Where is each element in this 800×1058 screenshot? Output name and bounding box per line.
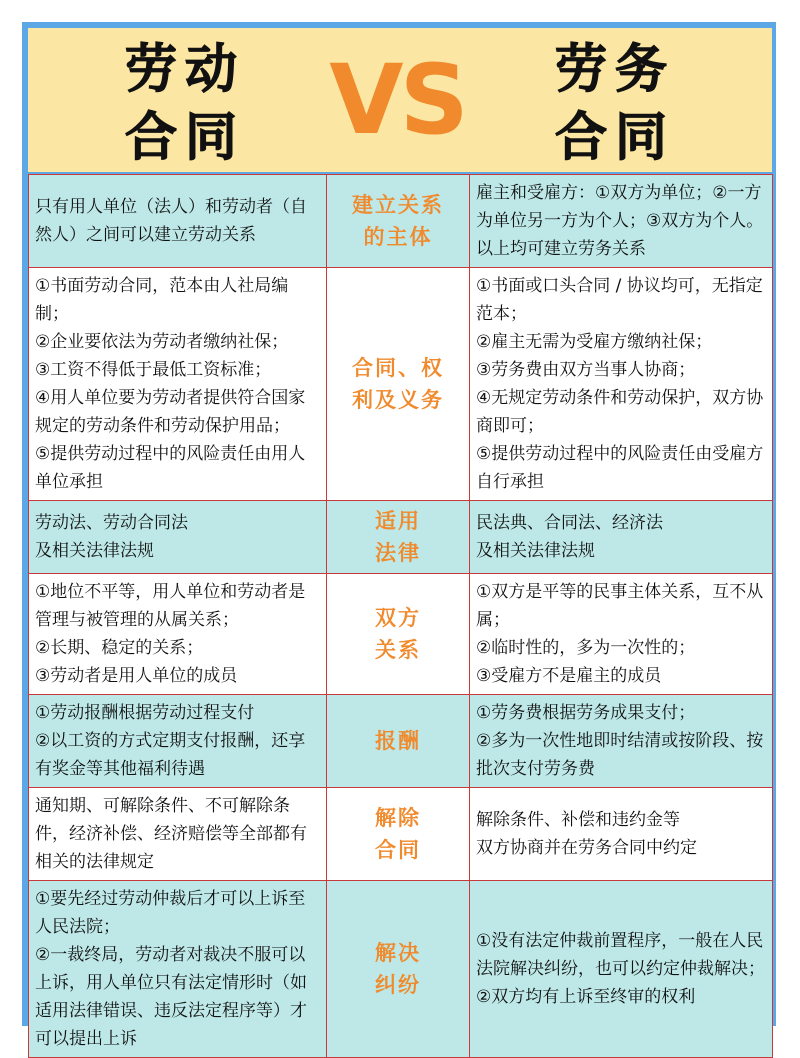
service-contract-cell xyxy=(470,788,773,881)
service-contract-cell-line: ①双方是平等的民事主体关系，互不从属； xyxy=(476,582,764,630)
topic-cell xyxy=(327,501,470,574)
labor-contract-cell-line: ③工资不得低于最低工资标准； xyxy=(35,360,272,380)
labor-contract-cell-line: ①劳动报酬根据劳动过程支付 xyxy=(35,703,255,723)
service-contract-cell-line: 双方协商并在劳务合同中约定 xyxy=(476,838,697,858)
labor-contract-cell-line: ②长期、稳定的关系； xyxy=(35,638,204,658)
topic-cell-line: 纠纷 xyxy=(375,973,421,997)
service-contract-cell xyxy=(470,695,773,788)
title-line: 劳动 xyxy=(124,40,245,100)
labor-contract-cell-line: ④用人单位要为劳动者提供符合国家规定的劳动条件和劳动保护用品； xyxy=(35,388,306,436)
service-contract-cell-line: ③受雇方不是雇主的成员 xyxy=(476,666,662,686)
service-contract-cell xyxy=(470,268,773,501)
labor-contract-cell-line: ⑤提供劳动过程中的风险责任由用人单位承担 xyxy=(35,444,306,492)
service-contract-cell-line: 民法典、合同法、经济法 xyxy=(476,513,663,533)
service-contract-cell-line: 及相关法律法规 xyxy=(476,541,595,561)
topic-cell-line: 适用 xyxy=(375,509,421,533)
title-line: 劳务 xyxy=(554,40,675,100)
service-contract-cell xyxy=(470,175,773,268)
labor-contract-cell-line: 通知期、可解除条件、不可解除条件，经济补偿、经济赔偿等全部都有相关的法律规定 xyxy=(35,796,307,872)
labor-contract-cell xyxy=(29,501,327,574)
labor-contract-cell-line: ①地位不平等，用人单位和劳动者是管理与被管理的从属关系； xyxy=(35,582,306,630)
title-line: 合同 xyxy=(124,108,245,168)
topic-cell-line: 合同、权 xyxy=(352,356,444,380)
service-contract-cell-line: ①书面或口头合同 / 协议均可，无指定范本； xyxy=(476,276,763,324)
service-contract-cell-line: 雇主和受雇方：①双方为单位；②一方为单位另一方为个人；③双方为个人。以上均可建立劳务关系 xyxy=(476,183,764,259)
comparison-row xyxy=(29,574,773,695)
service-contract-cell xyxy=(470,501,773,574)
topic-cell-line: 的主体 xyxy=(363,225,433,249)
topic-cell-line: 关系 xyxy=(375,638,421,662)
topic-cell-line: 法律 xyxy=(375,541,421,565)
topic-cell xyxy=(327,268,470,501)
labor-contract-cell xyxy=(29,175,327,268)
labor-contract-cell xyxy=(29,268,327,501)
service-contract-cell-line: ②雇主无需为受雇方缴纳社保； xyxy=(476,332,713,352)
labor-contract-cell xyxy=(29,881,327,1058)
comparison-row xyxy=(29,695,773,788)
labor-contract-cell-line: 只有用人单位（法人）和劳动者（自然人）之间可以建立劳动关系 xyxy=(35,197,307,245)
topic-cell-line: 报酬 xyxy=(375,729,421,753)
comparison-row xyxy=(29,175,773,268)
service-contract-cell-line: ①劳务费根据劳务成果支付； xyxy=(476,703,696,723)
labor-contract-cell-line: ①要先经过劳动仲裁后才可以上诉至人民法院； xyxy=(35,889,306,937)
service-contract-cell-line: ②多为一次性地即时结清或按阶段、按批次支付劳务费 xyxy=(476,731,764,779)
service-contract-cell-line: ③劳务费由双方当事人协商； xyxy=(476,360,696,380)
comparison-row xyxy=(29,881,773,1058)
comparison-table xyxy=(28,174,773,1058)
labor-contract-cell xyxy=(29,574,327,695)
topic-cell xyxy=(327,175,470,268)
labor-contract-cell xyxy=(29,788,327,881)
service-contract-cell-line: ②临时性的，多为一次性的； xyxy=(476,638,696,658)
labor-contract-cell-line: 劳动法、劳动合同法 xyxy=(35,513,188,533)
labor-contract-cell-line: ②一裁终局，劳动者对裁决不服可以上诉，用人单位只有法定情形时（如适用法律错误、违反法定程序等）才可以提出上诉 xyxy=(35,945,307,1049)
labor-contract-cell-line: ③劳动者是用人单位的成员 xyxy=(35,666,238,686)
labor-contract-cell xyxy=(29,695,327,788)
labor-contract-cell-line: ②企业要依法为劳动者缴纳社保； xyxy=(35,332,289,352)
comparison-row xyxy=(29,268,773,501)
topic-cell-line: 建立关系 xyxy=(352,193,444,217)
service-contract-cell-line: 解除条件、补偿和违约金等 xyxy=(476,810,680,830)
service-contract-cell xyxy=(470,574,773,695)
title-line: 合同 xyxy=(554,108,675,168)
topic-cell xyxy=(327,788,470,881)
topic-cell-line: 解除 xyxy=(375,806,421,830)
labor-contract-cell-line: ①书面劳动合同，范本由人社局编制； xyxy=(35,276,289,324)
labor-contract-cell-line: 及相关法律法规 xyxy=(35,541,154,561)
service-contract-title xyxy=(530,36,700,172)
topic-cell xyxy=(327,574,470,695)
topic-cell-line: 合同 xyxy=(375,838,421,862)
service-contract-cell xyxy=(470,881,773,1058)
topic-cell xyxy=(327,881,470,1058)
labor-contract-title xyxy=(100,36,270,172)
labor-contract-cell-line: ②以工资的方式定期支付报酬，还享有奖金等其他福利待遇 xyxy=(35,731,306,779)
topic-cell-line: 双方 xyxy=(375,606,421,630)
service-contract-cell-line: ⑤提供劳动过程中的风险责任由受雇方自行承担 xyxy=(476,444,764,492)
topic-cell-line: 解决 xyxy=(375,941,421,965)
service-contract-cell-line: ④无规定劳动条件和劳动保护，双方协商即可； xyxy=(476,388,764,436)
service-contract-cell-line: ①没有法定仲裁前置程序，一般在人民法院解决纠纷，也可以约定仲裁解决； xyxy=(476,931,765,979)
topic-cell-line: 利及义务 xyxy=(352,388,444,412)
service-contract-cell-line: ②双方均有上诉至终审的权利 xyxy=(476,987,696,1007)
topic-cell xyxy=(327,695,470,788)
comparison-row xyxy=(29,501,773,574)
vs-label: VS xyxy=(329,44,465,156)
comparison-row xyxy=(29,788,773,881)
